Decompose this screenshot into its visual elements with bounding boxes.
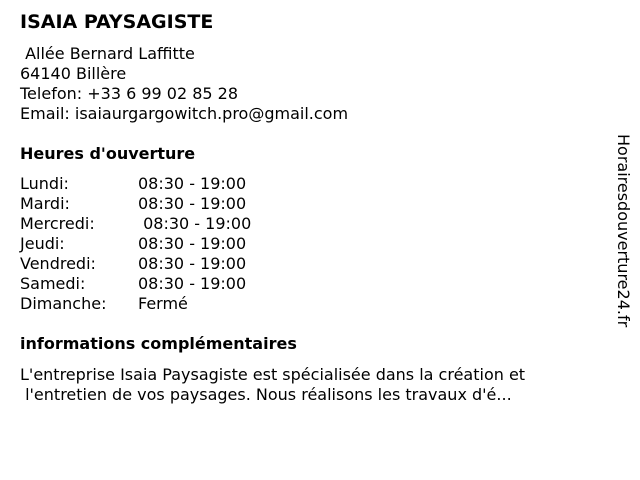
phone-line: Telefon: +33 6 99 02 85 28	[20, 84, 239, 103]
description-line: l'entretien de vos paysages. Nous réalisons les travaux d'é...	[20, 385, 512, 404]
email-line: Email: isaiaurgargowitch.pro@gmail.com	[20, 104, 349, 123]
site-watermark: Horairesdouverture24.fr	[614, 134, 633, 328]
day-label: Lundi:	[20, 174, 69, 193]
time-value: 08:30 - 19:00	[138, 254, 247, 273]
business-name: ISAIA PAYSAGISTE	[20, 11, 214, 33]
day-label: Dimanche:	[20, 294, 107, 313]
description-text	[20, 365, 525, 405]
day-label: Jeudi:	[20, 234, 65, 253]
time-value: Fermé	[138, 294, 188, 313]
day-label: Mercredi:	[20, 214, 95, 233]
hours-heading: Heures d'ouverture	[20, 144, 196, 163]
contact-block	[20, 44, 348, 124]
day-label: Vendredi:	[20, 254, 96, 273]
time-value: 08:30 - 19:00	[138, 234, 247, 253]
info-heading: informations complémentaires	[20, 334, 297, 353]
day-label: Mardi:	[20, 194, 70, 213]
time-value: 08:30 - 19:00	[138, 214, 252, 233]
description-line: L'entreprise Isaia Paysagiste est spécialisée dans la création et	[20, 365, 526, 384]
time-value: 08:30 - 19:00	[138, 274, 247, 293]
time-value: 08:30 - 19:00	[138, 194, 247, 213]
address-city: 64140 Billère	[20, 64, 127, 83]
time-value: 08:30 - 19:00	[138, 174, 247, 193]
day-label: Samedi:	[20, 274, 86, 293]
address-street: Allée Bernard Laffitte	[20, 44, 195, 63]
